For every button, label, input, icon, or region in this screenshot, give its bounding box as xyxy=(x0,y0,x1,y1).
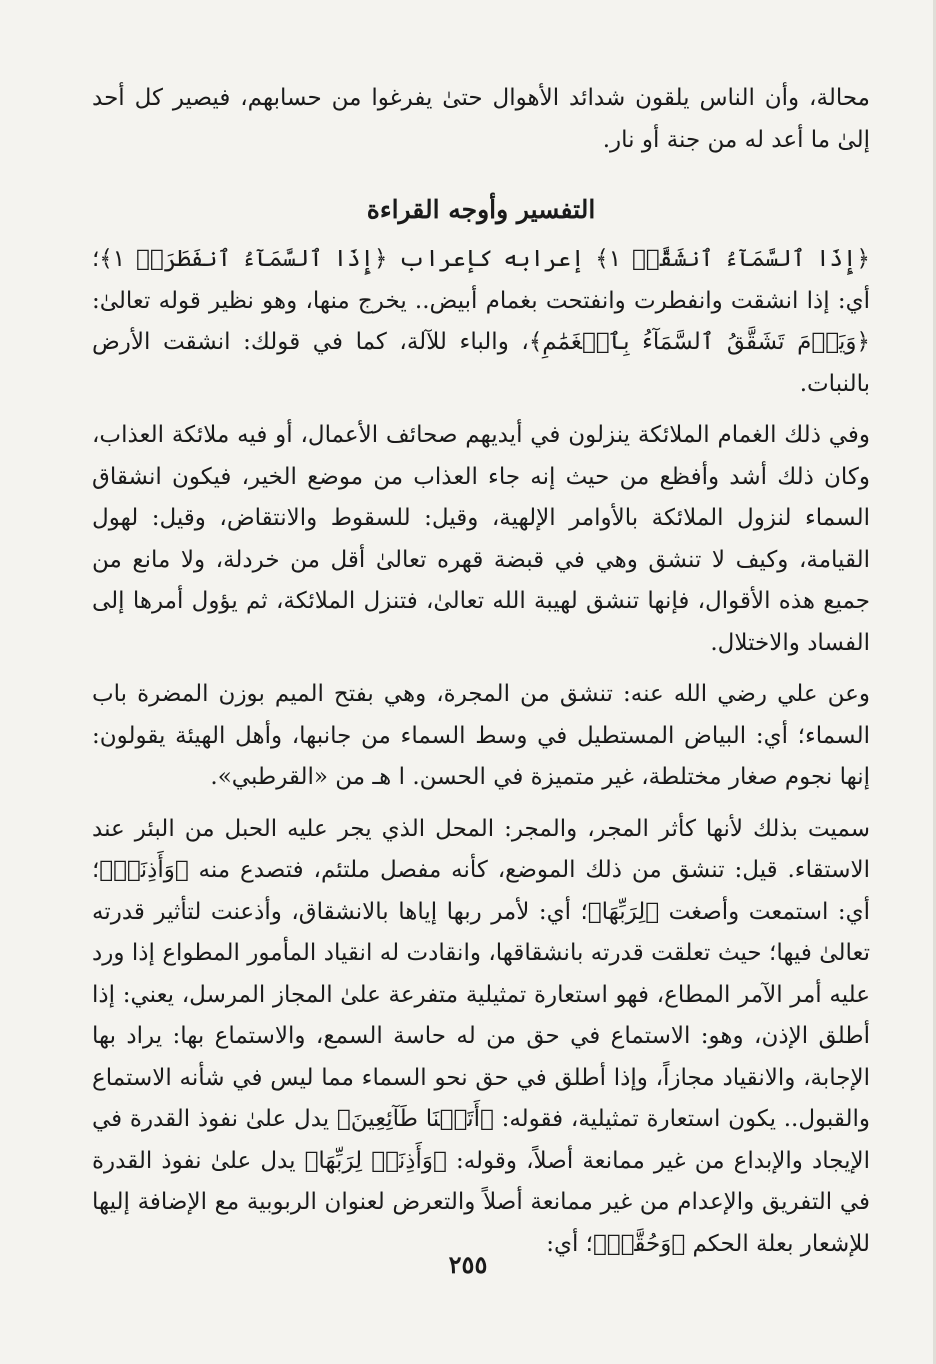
section-heading: التفسير وأوجه القراءة xyxy=(366,195,596,224)
opening-paragraph: محالة، وأن الناس يلقون شدائد الأهوال حتىٰ يفرغوا من حسابهم، فيصير كل أحد إلىٰ ما أعد له من جنة أو نار. xyxy=(92,85,870,153)
paragraph-2: وفي ذلك الغمام الملائكة ينزلون في أيديهم صحائف الأعمال، أو فيه ملائكة العذاب، وكان ذلك أشد وأفظع من حيث إنه جاء العذاب من موضع الخير، فيكون انشقاق السماء لنزول الملائكة بالأوامر الإلهية، وقيل: للسقوط والانتقاض، وقيل: لهول القيامة، وكيف لا تنشق وهي في قبضة قهره تعالىٰ أقل من خردلة، ولا مانع من جميع هذه الأقوال، فإنها تنشق لهيبة الله تعالىٰ، فتنزل الملائكة، ثم يؤول أمرها إلى الفساد والاختلال. xyxy=(92,422,870,656)
page-number: ٢٥٥ xyxy=(448,1250,488,1279)
paragraph-1: ﴿إِذَا ٱلسَّمَآءُ ٱنشَقَّتۡ ١﴾ إعرابه كإعراب ﴿إِذَا ٱلسَّمَآءُ ٱنفَطَرَتۡ ١﴾؛ أي: إذا انشقت وانفطرت وانفتحت بغمام أبيض.. يخرج منها، وهو نظير قوله تعالىٰ: ﴿وَيَوۡمَ تَشَقَّقُ ٱلسَّمَآءُ بِٱلۡغَمَٰمِ﴾، والباء للآلة، كما في قولك: انشقت الأرض بالنبات. xyxy=(92,246,870,397)
paragraph-4: سميت بذلك لأنها كأثر المجر، والمجر: المحل الذي يجر عليه الحبل من البئر عند الاستقاء. قيل: تنشق من ذلك الموضع، كأنه مفصل ملتئم، فتصدع منه ﴿وَأَذِنَتۡ﴾؛ أي: استمعت وأصغت ﴿لِرَبِّهَا﴾؛ أي: لأمر ربها إياها بالانشقاق، وأذعنت لتأثير قدرته تعالىٰ فيها؛ حيث تعلقت قدرته بانشقاقها، وانقادت له انقياد المأمور المطواع إذا ورد عليه أمر الآمر المطاع، فهو استعارة تمثيلية متفرعة علىٰ المجاز المرسل، يعني: إذا أطلق الإذن، وهو: الاستماع في حق من له حاسة السمع، والاستماع بها: يراد بها الإجابة، والانقياد مجازاً، وإذا أطلق في حق نحو السماء مما ليس في شأنه الاستماع والقبول.. يكون استعارة تمثيلية، فقوله: ﴿أَتَيۡنَا طَآئِعِينَ﴾ يدل علىٰ نفوذ القدرة في الإيجاد والإبداع من غير ممانعة أصلاً، وقوله: ﴿وَأَذِنَتۡ لِرَبِّهَا﴾ يدل علىٰ نفوذ القدرة في التفريق والإعدام من غير ممانعة أصلاً والتعرض لعنوان الربوبية مع الإضافة إليها للإشعار بعلة الحكم ﴿وَحُقَّتۡ﴾؛ أي: xyxy=(92,815,870,1257)
paragraph-3: وعن علي رضي الله عنه: تنشق من المجرة، وهي بفتح الميم بوزن المضرة باب السماء؛ أي: البياض المستطيل في وسط السماء من جانبها، وأهل الهيئة يقولون: إنها نجوم صغار مختلطة، غير متميزة في الحسن. ا هـ من «القرطبي». xyxy=(92,681,870,790)
